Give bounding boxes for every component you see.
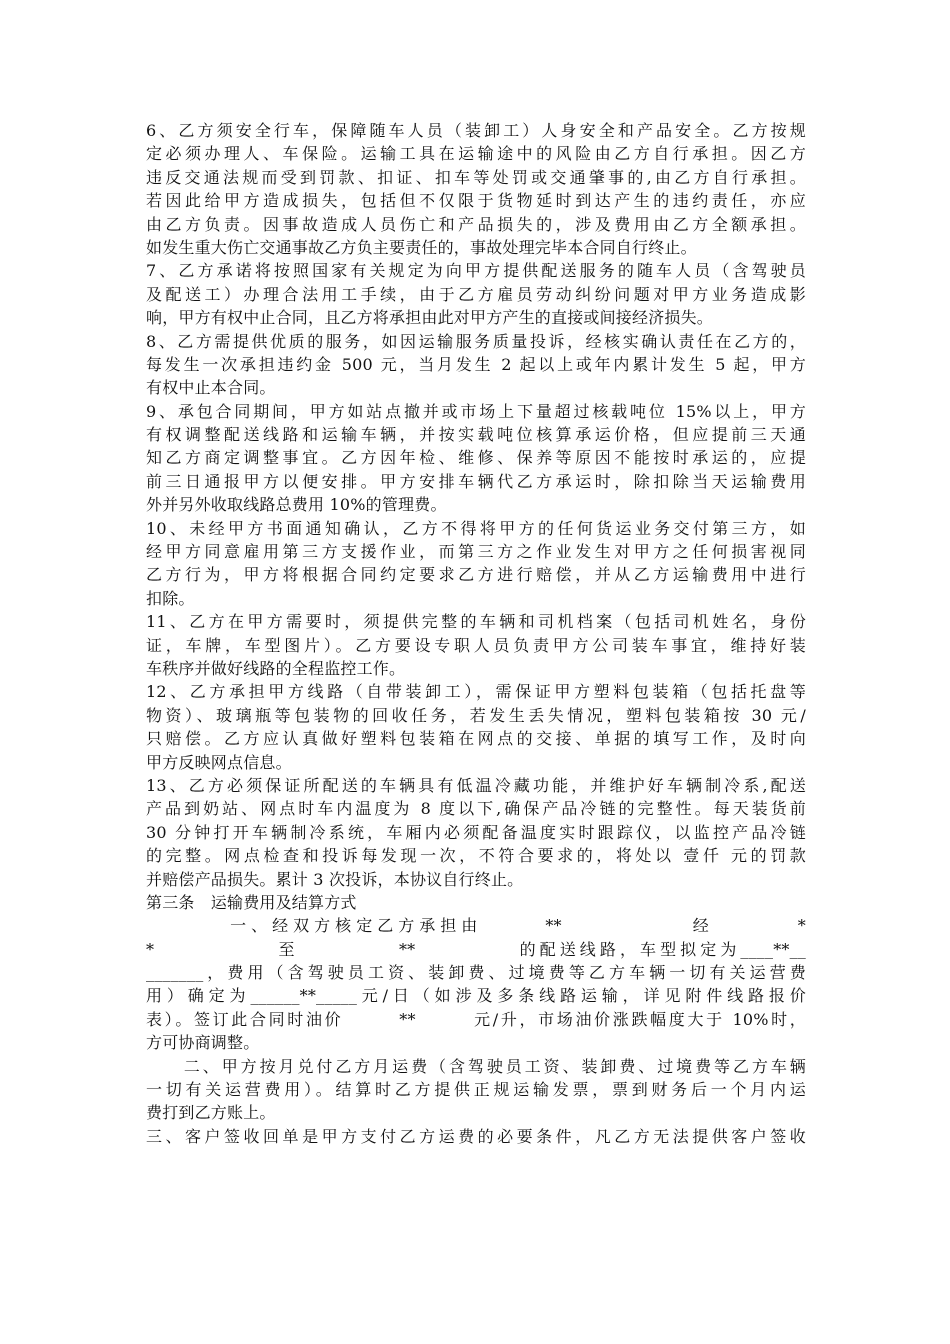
text-line: 二、甲方按月兑付乙方月运费（含驾驶员工资、装卸费、过境费等乙方车辆 <box>146 1056 806 1076</box>
text-line: 有权调整配送线路和运输车辆，并按实载吨位核算承运价格，但应提前三天通 <box>146 425 806 445</box>
text-line: 由乙方负责。因事故造成人员伤亡和产品损失的，涉及费用由乙方全额承担。 <box>146 214 806 234</box>
text-line: 三、客户签收回单是甲方支付乙方运费的必要条件，凡乙方无法提供客户签收 <box>146 1126 806 1146</box>
text-line: 定必须办理人、车保险。运输工具在运输途中的风险由乙方自行承担。因乙方 <box>146 144 806 164</box>
text-line: 如发生重大伤亡交通事故乙方负主要责任的，事故处理完毕本合同自行终止。 <box>146 237 697 257</box>
text-line: 6、乙方须安全行车，保障随车人员（装卸工）人身安全和产品安全。乙方按规 <box>146 121 806 140</box>
text-line: 乙方行为，甲方将根据合同约定要求乙方进行赔偿，并从乙方运输费用中进行 <box>146 565 806 585</box>
text-line: 产品到奶站、网点时车内温度为 8 度以下,确保产品冷链的完整性。每天装货前 <box>146 799 806 819</box>
text-line: 若因此给甲方造成损失，包括但不仅限于货物延时到达产生的违约责任，亦应 <box>146 191 806 211</box>
text-line: 只赔偿。乙方应认真做好塑料包装箱在网点的交接、单据的填写工作，及时向 <box>146 729 806 749</box>
text-line: 10、未经甲方书面通知确认，乙方不得将甲方的任何货运业务交付第三方，如 <box>146 518 806 538</box>
text-line: 13、乙方必须保证所配送的车辆具有低温冷藏功能，并维护好车辆制冷系,配送 <box>146 775 806 795</box>
text-line: _______，费用（含驾驶员工资、装卸费、过境费等乙方车辆一切有关运营费 <box>146 963 806 983</box>
text-line: 有权中止本合同。 <box>146 378 276 398</box>
text-line: 并赔偿产品损失。累计 3 次投诉，本协议自行终止。 <box>146 869 524 889</box>
text-line: 第三条 运输费用及结算方式 <box>146 892 357 912</box>
text-line: 甲方反映网点信息。 <box>146 752 292 772</box>
text-line: 11、乙方在甲方需要时，须提供完整的车辆和司机档案（包括司机姓名，身份 <box>146 612 806 632</box>
text-line: 8、乙方需提供优质的服务，如因运输服务质量投诉，经核实确认责任在乙方的， <box>146 331 806 351</box>
text-line: 12、乙方承担甲方线路（自带装卸工），需保证甲方塑料包装箱（包括托盘等 <box>146 682 806 702</box>
text-line: 外并另外收取线路总费用 10%的管理费。 <box>146 495 447 515</box>
text-line: 每发生一次承担违约金 500 元，当月发生 2 起以上或年内累计发生 5 起，甲方 <box>146 354 806 374</box>
text-line: 及配送工）办理合法用工手续，由于乙方雇员劳动纠纷问题对甲方业务造成影 <box>146 284 806 304</box>
text-line: 费打到乙方账上。 <box>146 1103 276 1123</box>
text-line: 违反交通法规而受到罚款、扣证、扣车等处罚或交通肇事的,由乙方自行承担。 <box>146 167 806 187</box>
text-line: * 至 ** 的配送线路，车型拟定为____**__ <box>146 939 806 959</box>
text-line: 一、经双方核定乙方承担由 ** 经 * <box>146 916 806 936</box>
text-line: 前三日通报甲方以便安排。甲方安排车辆代乙方承运时，除扣除当天运输费用 <box>146 471 806 491</box>
text-line: 7、乙方承诺将按照国家有关规定为向甲方提供配送服务的随车人员（含驾驶员 <box>146 261 806 281</box>
text-line: 响，甲方有权中止合同，且乙方将承担由此对甲方产生的直接或间接经济损失。 <box>146 308 714 328</box>
text-line: 9、承包合同期间，甲方如站点撤并或市场上下量超过核载吨位 15%以上，甲方 <box>146 401 806 421</box>
text-line: 方可协商调整。 <box>146 1033 260 1053</box>
document-page <box>146 119 806 1148</box>
text-line: 表）。签订此合同时油价 ** 元/升，市场油价涨跌幅度大于 10%时， <box>146 1009 806 1029</box>
text-line: 证，车牌，车型图片）。乙方要设专职人员负责甲方公司装车事宜，维持好装 <box>146 635 806 655</box>
text-line: 物资）、玻璃瓶等包装物的回收任务，若发生丢失情况，塑料包装箱按 30 元/ <box>146 705 806 725</box>
text-line: 一切有关运营费用）。结算时乙方提供正规运输发票，票到财务后一个月内运 <box>146 1080 806 1100</box>
text-line: 的完整。网点检查和投诉每发现一次，不符合要求的，将处以 壹仟 元的罚款 <box>146 846 806 866</box>
text-line: 车秩序并做好线路的全程监控工作。 <box>146 658 406 678</box>
text-line: 经甲方同意雇用第三方支援作业，而第三方之作业发生对甲方之任何损害视同 <box>146 542 806 562</box>
text-line: 30 分钟打开车辆制冷系统，车厢内必须配备温度实时跟踪仪，以监控产品冷链 <box>146 822 806 842</box>
text-line: 用）确定为______**_____元/日（如涉及多条线路运输，详见附件线路报价 <box>146 986 806 1006</box>
text-line: 知乙方商定调整事宜。乙方因年检、维修、保养等原因不能按时承运的，应提 <box>146 448 806 468</box>
text-line: 扣除。 <box>146 588 195 608</box>
